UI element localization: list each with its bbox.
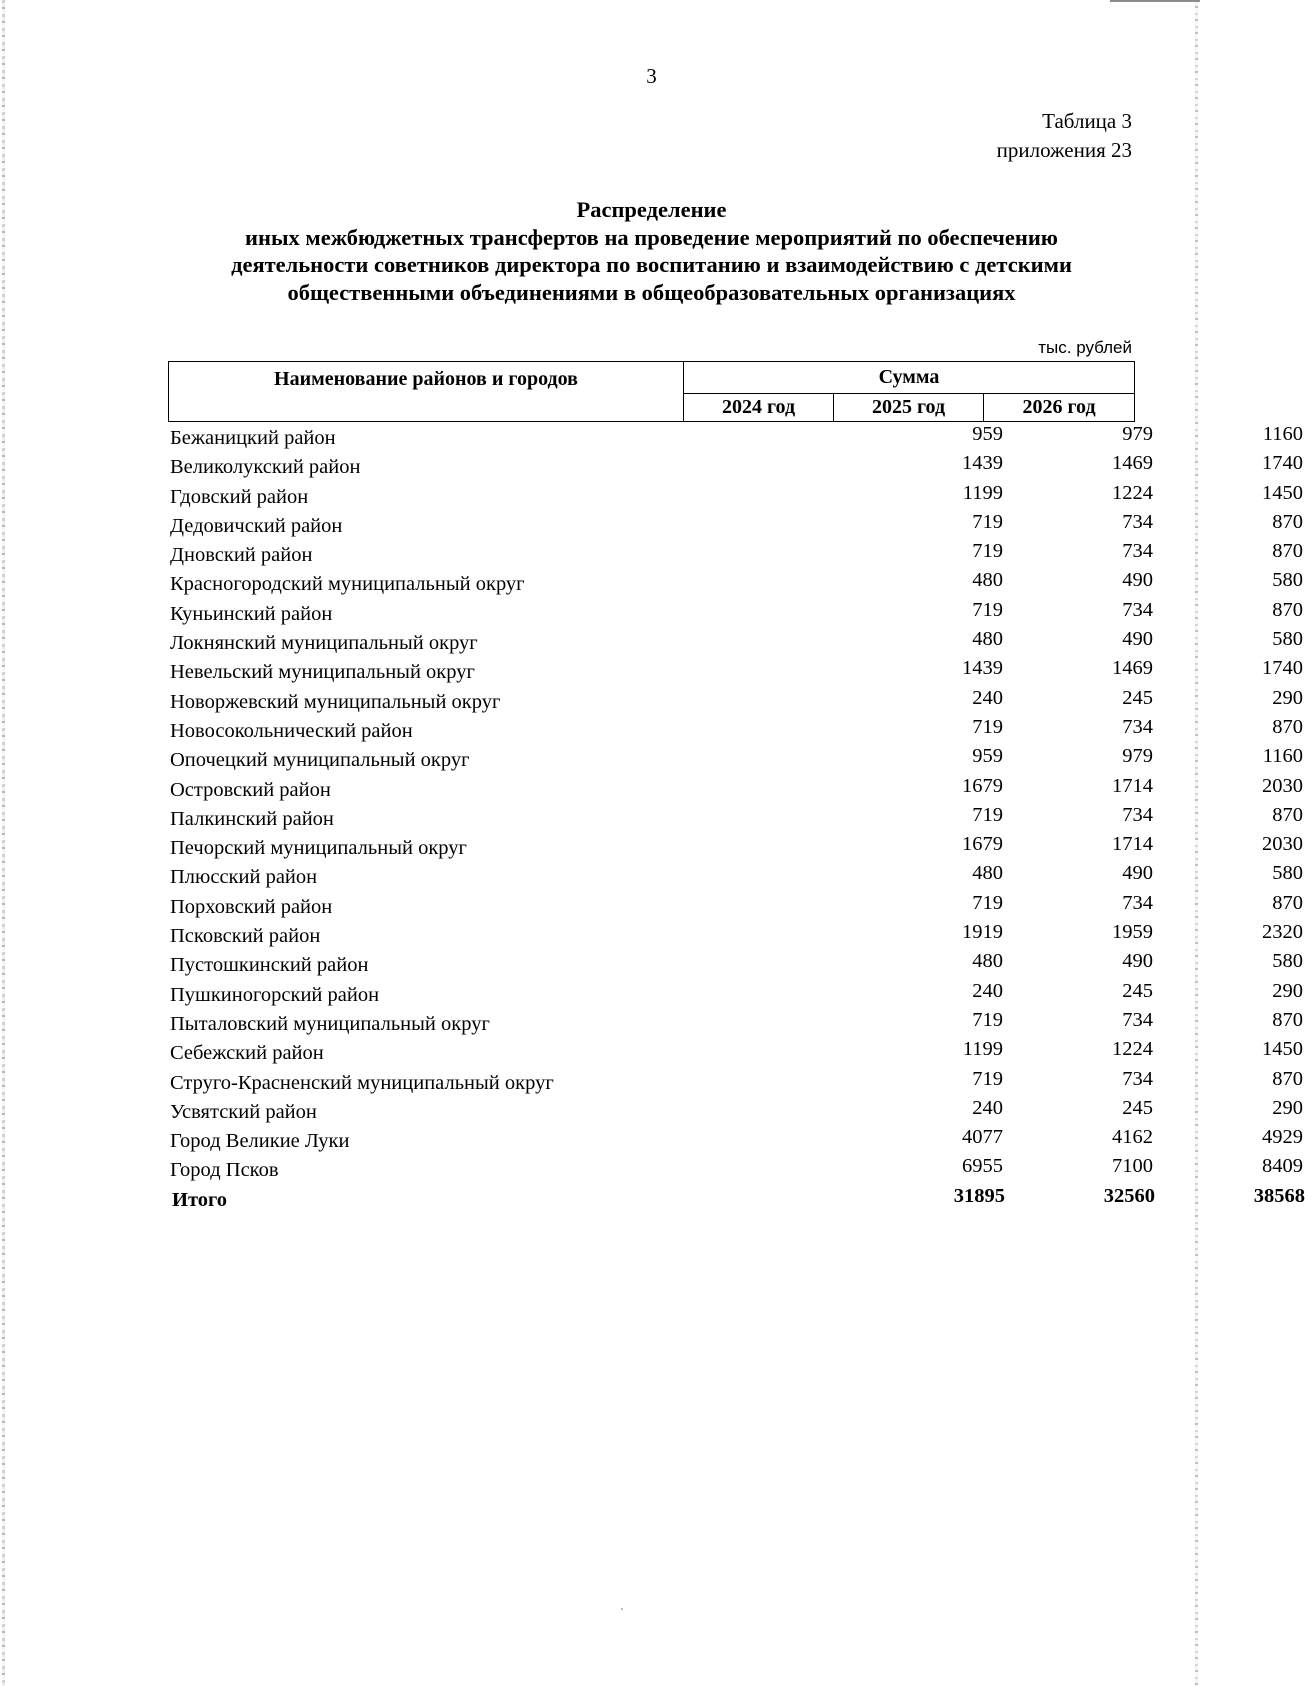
row-name: Печорский муниципальный округ — [170, 837, 467, 860]
scan-speck — [621, 1608, 623, 1610]
row-value-2026: 290 — [1272, 1096, 1303, 1119]
row-name: Усвятский район — [170, 1100, 317, 1123]
row-name: Красногородский муниципальный округ — [170, 573, 525, 596]
row-value-2024: 6955 — [962, 1155, 1003, 1178]
row-value-2024: 480 — [972, 862, 1003, 885]
row-value-2026: 290 — [1272, 979, 1303, 1002]
row-name: Псковский район — [170, 925, 321, 948]
row-value-2026: 2320 — [1262, 921, 1303, 944]
row-value-2025: 979 — [1122, 423, 1153, 445]
table-body — [168, 423, 1305, 1218]
row-value-2024: 1439 — [962, 657, 1003, 680]
header-year-2024: 2024 год — [684, 394, 834, 422]
row-value-2025: 734 — [1122, 1067, 1153, 1090]
row-value-2025: 1469 — [1112, 452, 1153, 475]
row-value-2024: 1439 — [962, 452, 1003, 475]
row-value-2025: 1714 — [1112, 833, 1153, 856]
header-year-2026: 2026 год — [984, 394, 1135, 422]
row-value-2025: 734 — [1122, 510, 1153, 533]
row-value-2025: 245 — [1122, 686, 1153, 709]
total-value-2025: 32560 — [1103, 1184, 1155, 1207]
row-value-2024: 959 — [972, 423, 1003, 445]
row-value-2024: 240 — [972, 1096, 1003, 1119]
document-title — [150, 196, 1153, 306]
row-value-2025: 490 — [1122, 628, 1153, 651]
row-value-2024: 719 — [972, 598, 1003, 621]
row-value-2026: 870 — [1272, 803, 1303, 826]
header-sum: Сумма — [684, 362, 1135, 394]
row-name: Островский район — [170, 778, 331, 801]
row-name: Палкинский район — [170, 807, 334, 830]
scan-edge-top — [1110, 0, 1200, 2]
row-value-2026: 870 — [1272, 1008, 1303, 1031]
row-value-2025: 245 — [1122, 1096, 1153, 1119]
row-name: Новосокольнический район — [170, 719, 413, 742]
row-name: Пустошкинский район — [170, 954, 369, 977]
total-row — [168, 1184, 1305, 1218]
row-name: Город Великие Луки — [170, 1130, 350, 1153]
row-value-2025: 4162 — [1112, 1126, 1153, 1149]
title-line-1: Распределение — [576, 197, 727, 222]
table-reference-appendix: приложения 23 — [996, 138, 1132, 162]
row-name: Пушкиногорский район — [170, 983, 380, 1006]
row-value-2024: 719 — [972, 715, 1003, 738]
row-value-2026: 580 — [1272, 950, 1303, 973]
row-name: Пыталовский муниципальный округ — [170, 1012, 490, 1035]
row-name: Куньинский район — [170, 602, 333, 625]
row-value-2026: 8409 — [1262, 1155, 1303, 1178]
row-name: Гдовский район — [170, 485, 309, 508]
row-value-2025: 490 — [1122, 950, 1153, 973]
row-value-2024: 719 — [972, 1067, 1003, 1090]
unit-label: тыс. рублей — [1038, 338, 1132, 357]
header-name: Наименование районов и городов — [169, 362, 684, 422]
row-value-2026: 870 — [1272, 510, 1303, 533]
row-name: Опочецкий муниципальный округ — [170, 749, 470, 772]
row-value-2026: 870 — [1272, 598, 1303, 621]
row-name: Новоржевский муниципальный округ — [170, 690, 501, 713]
row-name: Дедовичский район — [170, 514, 343, 537]
title-line-4: общественными объединениями в общеобразовательных организациях — [287, 279, 1016, 305]
scan-edge-left — [2, 0, 5, 1686]
row-name: Локнянский муниципальный округ — [170, 632, 478, 655]
table-reference — [997, 107, 1132, 165]
row-value-2025: 1224 — [1112, 481, 1153, 504]
row-value-2026: 580 — [1272, 862, 1303, 885]
row-value-2025: 734 — [1122, 540, 1153, 563]
table-reference-number: Таблица 3 — [1042, 109, 1132, 133]
row-value-2024: 240 — [972, 979, 1003, 1002]
row-name: Дновский район — [170, 544, 313, 567]
row-name: Невельский муниципальный округ — [170, 661, 475, 684]
row-name: Бежаницкий район — [170, 427, 336, 449]
row-value-2026: 290 — [1272, 686, 1303, 709]
row-value-2024: 719 — [972, 510, 1003, 533]
table-header — [168, 361, 1135, 422]
total-value-2024: 31895 — [953, 1184, 1005, 1207]
row-name: Себежский район — [170, 1042, 324, 1065]
row-value-2026: 580 — [1272, 569, 1303, 592]
row-value-2026: 1160 — [1262, 423, 1303, 445]
row-value-2024: 1919 — [962, 921, 1003, 944]
title-line-3: деятельности советников директора по воспитанию и взаимодействию с детскими — [231, 252, 1072, 277]
row-value-2026: 580 — [1272, 628, 1303, 651]
header-year-2025: 2025 год — [834, 394, 984, 422]
title-line-2: иных межбюджетных трансфертов на проведение мероприятий по обеспечению — [245, 224, 1058, 250]
row-value-2026: 4929 — [1262, 1126, 1303, 1149]
row-value-2025: 1959 — [1112, 921, 1153, 944]
row-value-2026: 1740 — [1262, 452, 1303, 475]
row-value-2026: 1160 — [1262, 745, 1303, 768]
row-value-2025: 1224 — [1112, 1038, 1153, 1061]
row-value-2026: 870 — [1272, 891, 1303, 914]
row-value-2026: 870 — [1272, 540, 1303, 563]
row-value-2024: 240 — [972, 686, 1003, 709]
row-name: Город Псков — [170, 1159, 279, 1182]
row-value-2025: 490 — [1122, 862, 1153, 885]
total-value-2026: 38568 — [1253, 1184, 1305, 1207]
row-value-2025: 245 — [1122, 979, 1153, 1002]
row-value-2025: 1469 — [1112, 657, 1153, 680]
row-value-2025: 734 — [1122, 1008, 1153, 1031]
row-value-2025: 7100 — [1112, 1155, 1153, 1178]
row-value-2026: 1450 — [1262, 481, 1303, 504]
row-value-2026: 2030 — [1262, 774, 1303, 797]
row-value-2024: 1679 — [962, 774, 1003, 797]
row-value-2025: 979 — [1122, 745, 1153, 768]
row-value-2026: 870 — [1272, 715, 1303, 738]
row-value-2025: 734 — [1122, 715, 1153, 738]
row-value-2026: 870 — [1272, 1067, 1303, 1090]
row-value-2026: 2030 — [1262, 833, 1303, 856]
row-value-2025: 734 — [1122, 803, 1153, 826]
row-value-2025: 734 — [1122, 891, 1153, 914]
row-value-2024: 4077 — [962, 1126, 1003, 1149]
row-value-2026: 1450 — [1262, 1038, 1303, 1061]
row-name: Плюсский район — [170, 866, 318, 889]
row-value-2024: 1679 — [962, 833, 1003, 856]
row-value-2024: 1199 — [962, 1038, 1003, 1061]
row-value-2025: 1714 — [1112, 774, 1153, 797]
row-name: Порховский район — [170, 895, 333, 918]
row-value-2024: 1199 — [962, 481, 1003, 504]
row-value-2024: 719 — [972, 1008, 1003, 1031]
row-name: Струго-Красненский муниципальный округ — [170, 1071, 554, 1094]
row-value-2026: 1740 — [1262, 657, 1303, 680]
row-value-2024: 959 — [972, 745, 1003, 768]
row-name: Великолукский район — [170, 456, 361, 479]
row-value-2024: 480 — [972, 569, 1003, 592]
row-value-2024: 719 — [972, 803, 1003, 826]
row-value-2025: 734 — [1122, 598, 1153, 621]
row-value-2024: 719 — [972, 891, 1003, 914]
row-value-2024: 480 — [972, 950, 1003, 973]
total-label: Итого — [172, 1188, 228, 1211]
row-value-2024: 719 — [972, 540, 1003, 563]
row-value-2024: 480 — [972, 628, 1003, 651]
page-number: 3 — [646, 64, 657, 88]
row-value-2025: 490 — [1122, 569, 1153, 592]
